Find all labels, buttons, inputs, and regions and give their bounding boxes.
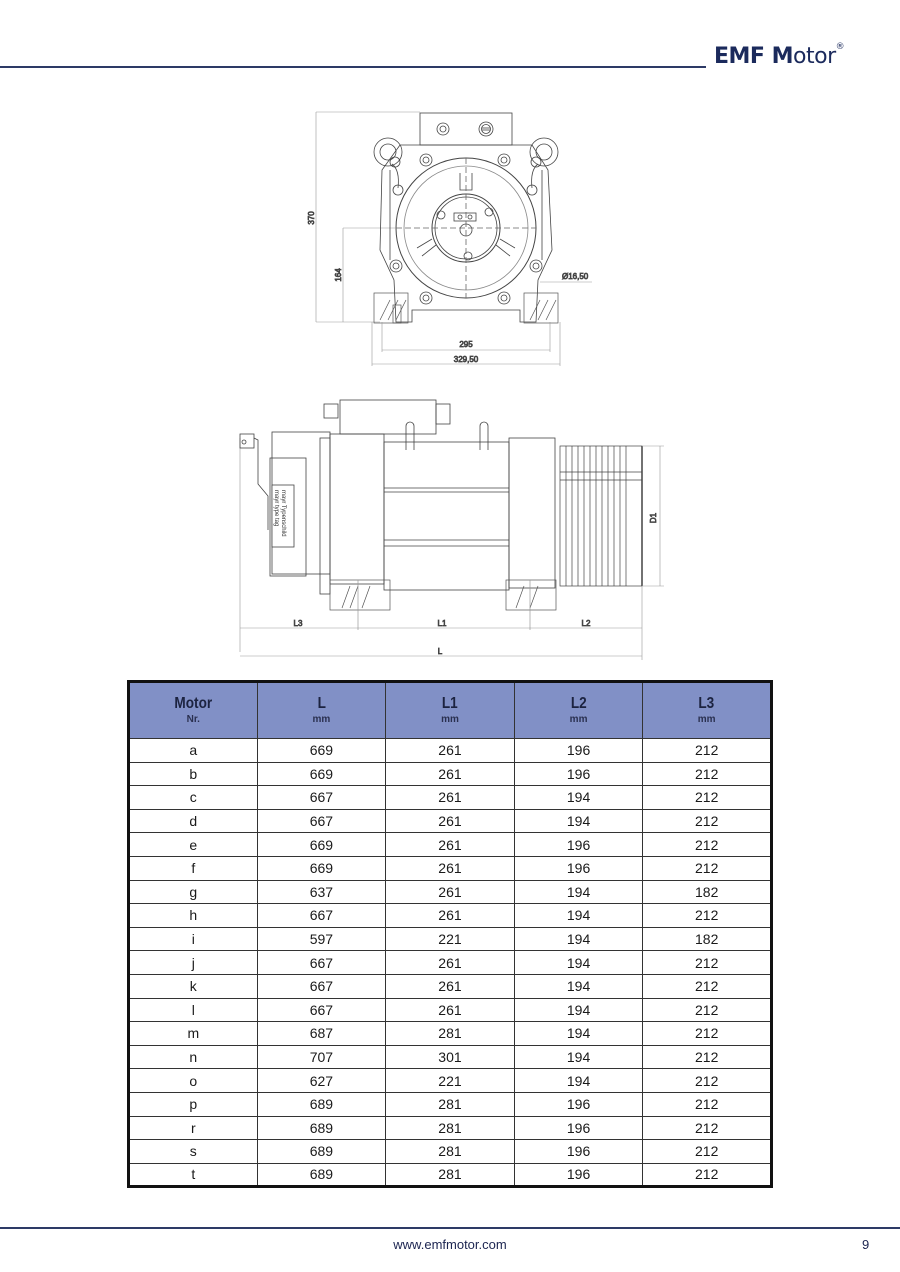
dim-L3: L3 [293, 619, 303, 628]
table-cell: 689 [257, 1163, 386, 1187]
table-cell: 687 [257, 1022, 386, 1046]
table-cell: 667 [257, 974, 386, 998]
table-cell: 689 [257, 1140, 386, 1164]
table-row [129, 856, 772, 880]
dim-L1: L1 [437, 619, 447, 628]
table-cell: 194 [514, 809, 643, 833]
table-cell: 689 [257, 1092, 386, 1116]
table-cell: 194 [514, 974, 643, 998]
table-row [129, 1045, 772, 1069]
table-row [129, 1092, 772, 1116]
table-cell: 689 [257, 1116, 386, 1140]
table-cell: 261 [386, 951, 515, 975]
table-cell: 196 [514, 1092, 643, 1116]
table-cell: 707 [257, 1045, 386, 1069]
table-cell: 261 [386, 974, 515, 998]
table-cell: 194 [514, 951, 643, 975]
brand-logo [714, 44, 844, 69]
table-cell: 261 [386, 856, 515, 880]
table-cell: m [129, 1022, 258, 1046]
table-cell: 194 [514, 1022, 643, 1046]
table-cell: 261 [386, 809, 515, 833]
table-row [129, 809, 772, 833]
table-cell: 261 [386, 880, 515, 904]
table-row [129, 1140, 772, 1164]
footer-url[interactable]: www.emfmotor.com [393, 1237, 507, 1252]
table-cell: 194 [514, 904, 643, 928]
table-cell: 194 [514, 927, 643, 951]
table-cell: 212 [643, 998, 772, 1022]
table-cell: 261 [386, 739, 515, 763]
table-cell: j [129, 951, 258, 975]
table-cell: 196 [514, 1140, 643, 1164]
table-row [129, 927, 772, 951]
table-cell: 194 [514, 786, 643, 810]
table-cell: 281 [386, 1116, 515, 1140]
table-cell: 194 [514, 1069, 643, 1093]
table-cell: l [129, 998, 258, 1022]
table-row [129, 786, 772, 810]
front-view-drawing [300, 100, 600, 372]
table-cell: 261 [386, 786, 515, 810]
dim-L: L [437, 647, 443, 656]
header-rule [0, 66, 706, 68]
table-row [129, 1069, 772, 1093]
table-cell: 212 [643, 856, 772, 880]
table-cell: 196 [514, 1163, 643, 1187]
table-row [129, 1022, 772, 1046]
table-cell: a [129, 739, 258, 763]
table-cell: d [129, 809, 258, 833]
table-cell: 669 [257, 856, 386, 880]
table-row [129, 904, 772, 928]
table-row [129, 1116, 772, 1140]
table-cell: 182 [643, 880, 772, 904]
brand-m: M [771, 44, 794, 69]
table-cell: 196 [514, 762, 643, 786]
table-cell: 667 [257, 786, 386, 810]
table-cell: 212 [643, 809, 772, 833]
table-row [129, 833, 772, 857]
table-cell: 261 [386, 833, 515, 857]
table-row [129, 951, 772, 975]
table-row [129, 739, 772, 763]
dim-370: 370 [307, 211, 316, 225]
brand-emf: EMF [714, 44, 765, 69]
table-cell: 212 [643, 1069, 772, 1093]
table-cell: 667 [257, 998, 386, 1022]
footer-rule [0, 1227, 900, 1229]
table-cell: f [129, 856, 258, 880]
table-cell: 196 [514, 1116, 643, 1140]
table-cell: 221 [386, 927, 515, 951]
table-cell: r [129, 1116, 258, 1140]
table-cell: 194 [514, 998, 643, 1022]
table-cell: 669 [257, 739, 386, 763]
table-cell: 196 [514, 856, 643, 880]
table-cell: 667 [257, 904, 386, 928]
dim-164: 164 [334, 268, 343, 282]
table-cell: e [129, 833, 258, 857]
registered-mark: ® [835, 42, 845, 52]
table-cell: n [129, 1045, 258, 1069]
col-header-motor: Motor Nr. [129, 682, 258, 739]
table-cell: 182 [643, 927, 772, 951]
table-body [129, 739, 772, 1187]
table-cell: 637 [257, 880, 386, 904]
table-cell: c [129, 786, 258, 810]
table-cell: 196 [514, 833, 643, 857]
table-cell: 281 [386, 1022, 515, 1046]
table-row [129, 880, 772, 904]
mayr-type-tag-line1: mayr Typenschild [280, 490, 286, 537]
table-cell: s [129, 1140, 258, 1164]
table-header-row [129, 682, 772, 739]
table-cell: 212 [643, 1140, 772, 1164]
table-cell: 221 [386, 1069, 515, 1093]
col-header-L: L mm [257, 682, 386, 739]
table-cell: b [129, 762, 258, 786]
table-cell: p [129, 1092, 258, 1116]
dim-hole-diameter: Ø16,50 [562, 272, 589, 281]
col-header-L3: L3 mm [643, 682, 772, 739]
table-cell: 669 [257, 762, 386, 786]
table-cell: o [129, 1069, 258, 1093]
dim-295: 295 [459, 340, 473, 349]
table-cell: h [129, 904, 258, 928]
table-cell: 212 [643, 762, 772, 786]
table-cell: 627 [257, 1069, 386, 1093]
table-cell: 597 [257, 927, 386, 951]
side-view-drawing [230, 390, 670, 665]
table-cell: t [129, 1163, 258, 1187]
table-cell: 667 [257, 951, 386, 975]
table-row [129, 974, 772, 998]
table-row [129, 762, 772, 786]
table-cell: 261 [386, 998, 515, 1022]
table-cell: 669 [257, 833, 386, 857]
table-cell: 212 [643, 1116, 772, 1140]
table-cell: 212 [643, 1045, 772, 1069]
table-cell: 212 [643, 786, 772, 810]
table-row [129, 998, 772, 1022]
dim-329-50: 329,50 [453, 355, 479, 364]
table-cell: 667 [257, 809, 386, 833]
table-row [129, 1163, 772, 1187]
dim-D1: D1 [649, 512, 658, 524]
table-cell: 196 [514, 739, 643, 763]
table-cell: 212 [643, 1022, 772, 1046]
dim-L2: L2 [581, 619, 591, 628]
table-cell: i [129, 927, 258, 951]
col-header-L2: L2 mm [514, 682, 643, 739]
table-cell: 212 [643, 1163, 772, 1187]
brand-otor: otor [793, 44, 836, 69]
table-cell: 261 [386, 904, 515, 928]
dimensions-table [127, 680, 773, 1188]
table-cell: 212 [643, 833, 772, 857]
table-cell: 301 [386, 1045, 515, 1069]
table-cell: 261 [386, 762, 515, 786]
table-cell: 194 [514, 880, 643, 904]
table-cell: 212 [643, 739, 772, 763]
table-cell: 212 [643, 951, 772, 975]
table-cell: 281 [386, 1140, 515, 1164]
table-cell: 212 [643, 974, 772, 998]
page-number: 9 [862, 1237, 870, 1252]
table-cell: k [129, 974, 258, 998]
table-cell: 281 [386, 1092, 515, 1116]
table-cell: 281 [386, 1163, 515, 1187]
table-cell: 194 [514, 1045, 643, 1069]
table-cell: 212 [643, 904, 772, 928]
col-header-L1: L1 mm [386, 682, 515, 739]
table-cell: 212 [643, 1092, 772, 1116]
mayr-type-tag-line2: mayr type tag [273, 490, 279, 527]
table-cell: g [129, 880, 258, 904]
